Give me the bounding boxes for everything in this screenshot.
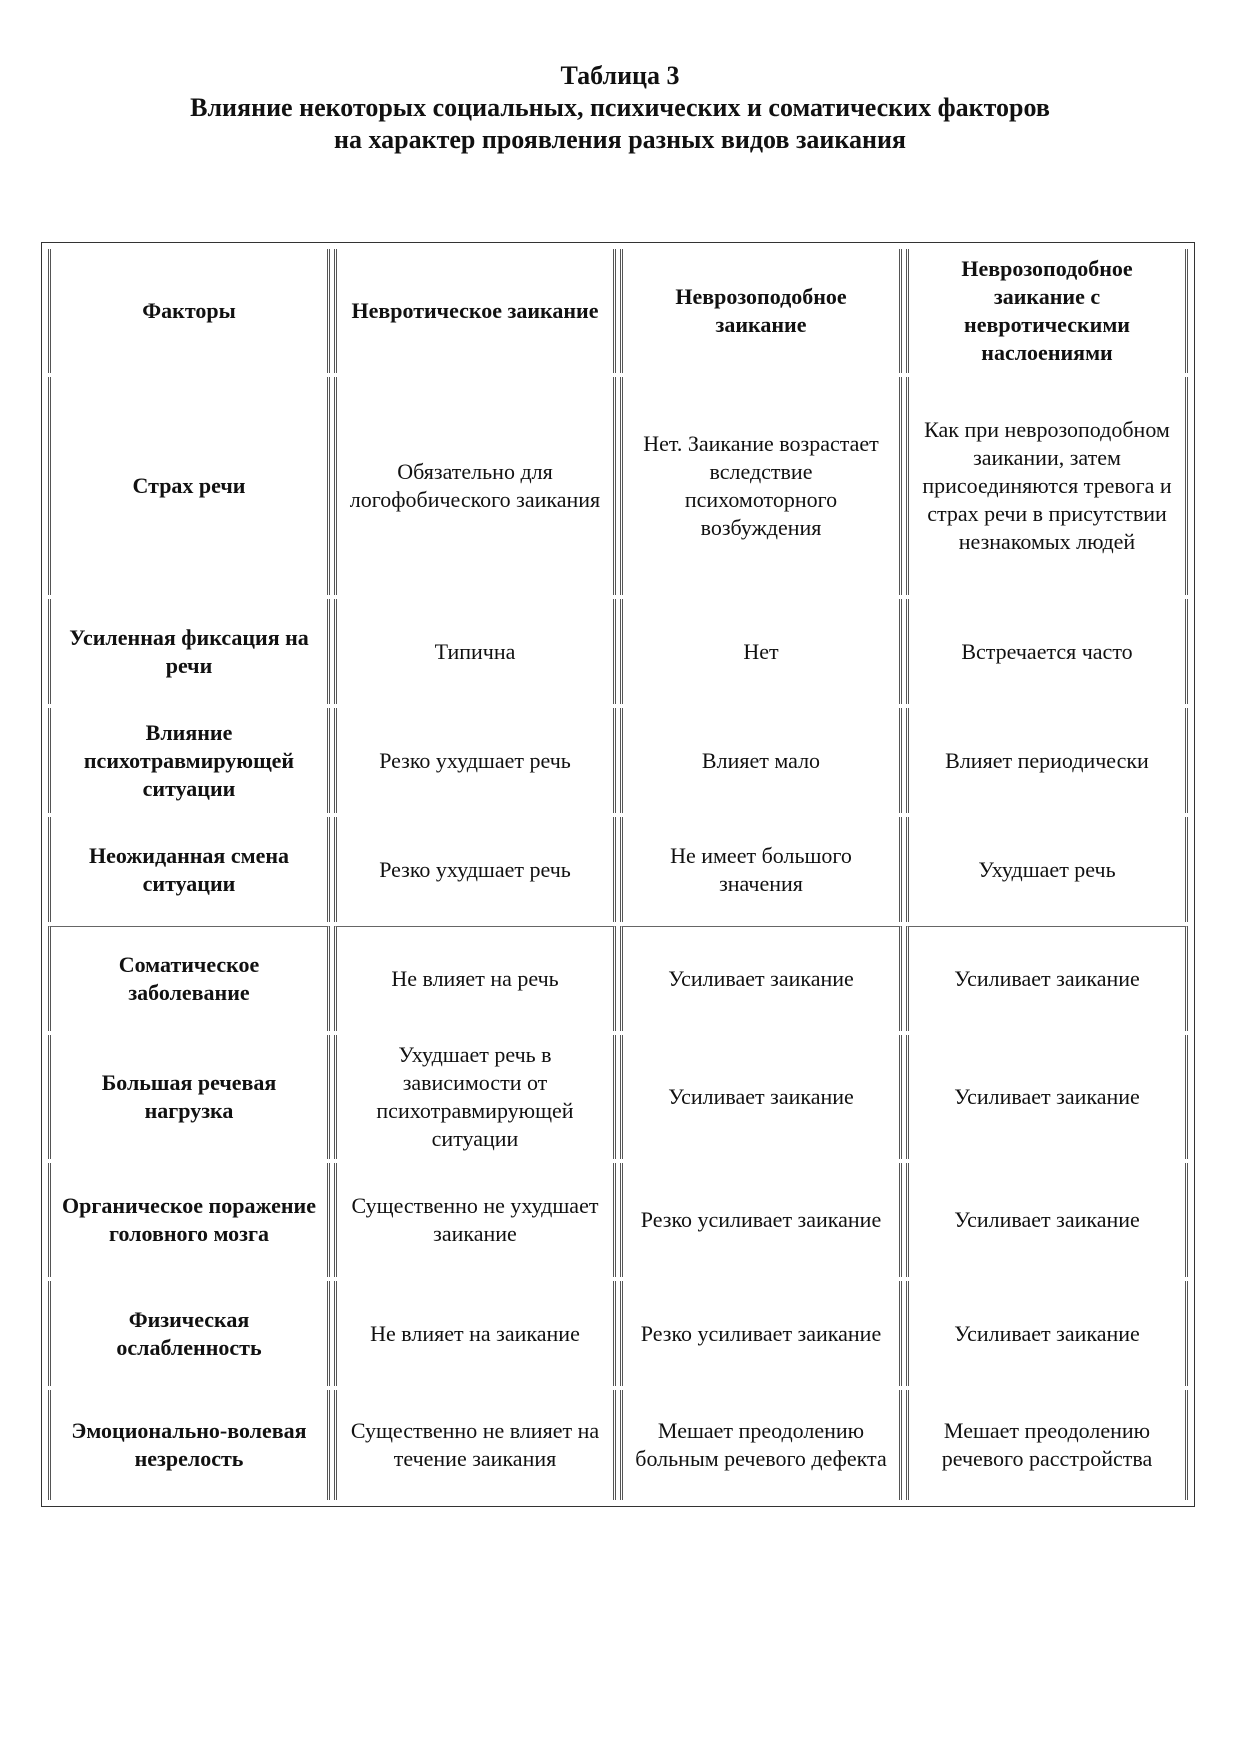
row-neurotic: Существенно не ухудшает заикание: [334, 1163, 616, 1277]
row-mixed: Усиливает заикание: [906, 926, 1188, 1031]
table-title-line-2: на характер проявления разных видов заикания: [333, 125, 906, 154]
row-mixed: Влияет периодически: [906, 708, 1188, 813]
row-factor: Усиленная фиксация на речи: [48, 599, 330, 704]
row-neurosis-like: Усиливает заикание: [620, 1035, 902, 1159]
row-neurotic: Ухудшает речь в зависимости от психотравмирующей ситуации: [334, 1035, 616, 1159]
row-mixed: Усиливает заикание: [906, 1163, 1188, 1277]
row-neurotic: Не влияет на заикание: [334, 1281, 616, 1386]
row-neurotic: Типична: [334, 599, 616, 704]
row-neurosis-like: Мешает преодолению больным речевого дефекта: [620, 1390, 902, 1500]
row-neurosis-like: Не имеет большого значения: [620, 817, 902, 922]
row-mixed: Встречается часто: [906, 599, 1188, 704]
row-factor: Страх речи: [48, 377, 330, 595]
table-row: [48, 817, 1188, 922]
table-number: Таблица 3: [560, 61, 680, 90]
header-neurotic: Невротическое заикание: [334, 249, 616, 373]
table-row: [48, 708, 1188, 813]
header-neurosis-like: Неврозоподобное заикание: [620, 249, 902, 373]
row-mixed: Мешает преодолению речевого расстройства: [906, 1390, 1188, 1500]
row-neurosis-like: Нет. Заикание возрастает вследствие психомоторного возбуждения: [620, 377, 902, 595]
table-row: [48, 926, 1188, 1031]
header-row: [48, 249, 1188, 373]
row-neurotic: Резко ухудшает речь: [334, 708, 616, 813]
row-neurosis-like: Влияет мало: [620, 708, 902, 813]
factors-table: [44, 245, 1192, 1504]
table-row: [48, 1163, 1188, 1277]
row-mixed: Усиливает заикание: [906, 1035, 1188, 1159]
row-neurotic: Существенно не влияет на течение заикания: [334, 1390, 616, 1500]
table-row: [48, 377, 1188, 595]
row-factor: Органическое поражение головного мозга: [48, 1163, 330, 1277]
row-neurotic: Обязательно для логофобического заикания: [334, 377, 616, 595]
page-heading: [0, 60, 1240, 156]
row-factor: Физическая ослабленность: [48, 1281, 330, 1386]
row-factor: Соматическое заболевание: [48, 926, 330, 1031]
row-factor: Влияние психотравмирующей ситуации: [48, 708, 330, 813]
factors-table-frame: [41, 242, 1195, 1507]
row-mixed: Усиливает заикание: [906, 1281, 1188, 1386]
header-mixed: Неврозоподобное заикание с невротическими наслоениями: [906, 249, 1188, 373]
row-factor: Эмоционально-волевая незрелость: [48, 1390, 330, 1500]
row-mixed: Ухудшает речь: [906, 817, 1188, 922]
row-neurosis-like: Усиливает заикание: [620, 926, 902, 1031]
row-neurosis-like: Резко усиливает заикание: [620, 1163, 902, 1277]
row-factor: Большая речевая нагрузка: [48, 1035, 330, 1159]
row-mixed: Как при неврозоподобном заикании, затем присоединяются тревога и страх речи в присутствии незнакомых людей: [906, 377, 1188, 595]
table-row: [48, 599, 1188, 704]
table-row: [48, 1281, 1188, 1386]
row-factor: Неожиданная смена ситуации: [48, 817, 330, 922]
row-neurosis-like: Нет: [620, 599, 902, 704]
table-row: [48, 1390, 1188, 1500]
table-title-line-1: Влияние некоторых социальных, психических и соматических факторов: [190, 93, 1050, 122]
header-factors: Факторы: [48, 249, 330, 373]
table-row: [48, 1035, 1188, 1159]
row-neurosis-like: Резко усиливает заикание: [620, 1281, 902, 1386]
row-neurotic: Не влияет на речь: [334, 926, 616, 1031]
row-neurotic: Резко ухудшает речь: [334, 817, 616, 922]
